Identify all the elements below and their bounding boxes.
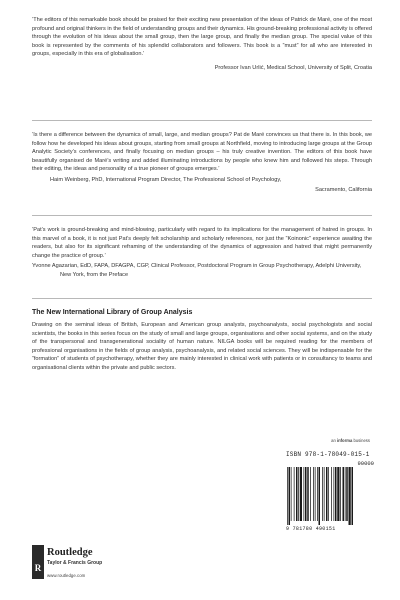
informa-brand: informa [336,438,353,443]
endorsement-text: ‘The editors of this remarkable book should be praised for their exciting new presentation of the ideas of Patrick de Maré, one of the most profound and original thinkers in the field of understanding groups and their dynamics. His ground-breaking professional activity is offered through the evolution of his ideas about the small group, then the large group, and finally the median group. The special value of this book is represented by the comments of his splendid collaborators and followers. This book is a “must” for all who are interested in groups, especially in this era of globalisation.’ [32,17,372,58]
divider [32,215,372,216]
svg-text:R: R [34,563,42,573]
endorsement-urlic [32,16,372,72]
endorsement-weinberg [32,131,372,195]
divider [32,298,372,299]
endorsement-text: ‘Pat’s work is ground-breaking and mind-blowing, particularly with regard to its implications for the management of hatred in groups. In this marvel of a book, it is not just Pat’s deeply felt scholarship and scholarly references, nor just the “Koinonic” experience awaiting the readers, but also for its significant reframing of the understanding of the dynamics of aggression and hatred that might permanently change the practice of group.’ [32,227,372,259]
series-title: The New International Library of Group Analysis [32,309,193,316]
endorsement-agazarian [32,226,372,279]
endorsement-text: ‘Is there a difference between the dynamics of small, large, and median groups? Pat de Maré convinces us that there is. In this book, we follow how he developed his ideas about groups, starting from small groups at Northfield, moving to introducing large groups at the Group Analytic Society’s conferences, and finally focusing on median groups – his truly creative invention. The editors of this book have beautifully organised de Maré’s writing and added illuminating introductions by people who knew him and followed his steps. Through their editing, the ideas and personality of a true pioneer of groups emerges.’ [32,132,372,173]
endorsement-attribution-location: Sacramento, California [315,187,372,194]
isbn-block [286,451,374,532]
informa-prefix: an [331,438,337,443]
publisher-name: Routledge [47,547,93,558]
divider [32,120,372,121]
price-code: 90000 [357,460,374,467]
routledge-logo [32,545,142,585]
barcode-image [286,467,374,525]
routledge-mark-icon [32,545,44,579]
series-description: Drawing on the seminal ideas of British, European and American group analysts, psychoanalysts, social psychologists and social scientists, the books in this series focus on the study of small and large groups, organisations and other social systems, and on the study of the transpersonal and transgenerational sociality of human nature. NILGA books will be required reading for the members of professional organisations in the fields of group analysis, psychoanalysis, and related social sciences. They will be indispensable for the “formation” of students of psychotherapy, whether they are mainly interested in clinical work with patients or in consultancy to teams and organisational clients within the private and public sectors. [32,322,372,371]
endorsement-attribution: Professor Ivan Urlić, Medical School, University of Split, Croatia [214,64,372,71]
publisher-subtitle: Taylor & Francis Group [47,560,103,566]
publisher-url: www.routledge.com [47,573,86,578]
informa-business-label [331,438,370,443]
endorsement-attribution: Haim Weinberg, PhD, International Program Director, The Professional School of Psychology, [50,176,282,183]
isbn-label: ISBN 978-1-78049-015-1 [286,451,370,458]
informa-suffix: business [352,438,370,443]
barcode-digits: 9 781780 490151 [286,526,336,532]
endorsement-attribution: Yvonne Agazarian, EdD, FAPA, DFAGPA, CGP, Clinical Professor, Postdoctoral Program in Group Psychotherapy, Adelphi University, New York, from the Preface [32,263,362,278]
